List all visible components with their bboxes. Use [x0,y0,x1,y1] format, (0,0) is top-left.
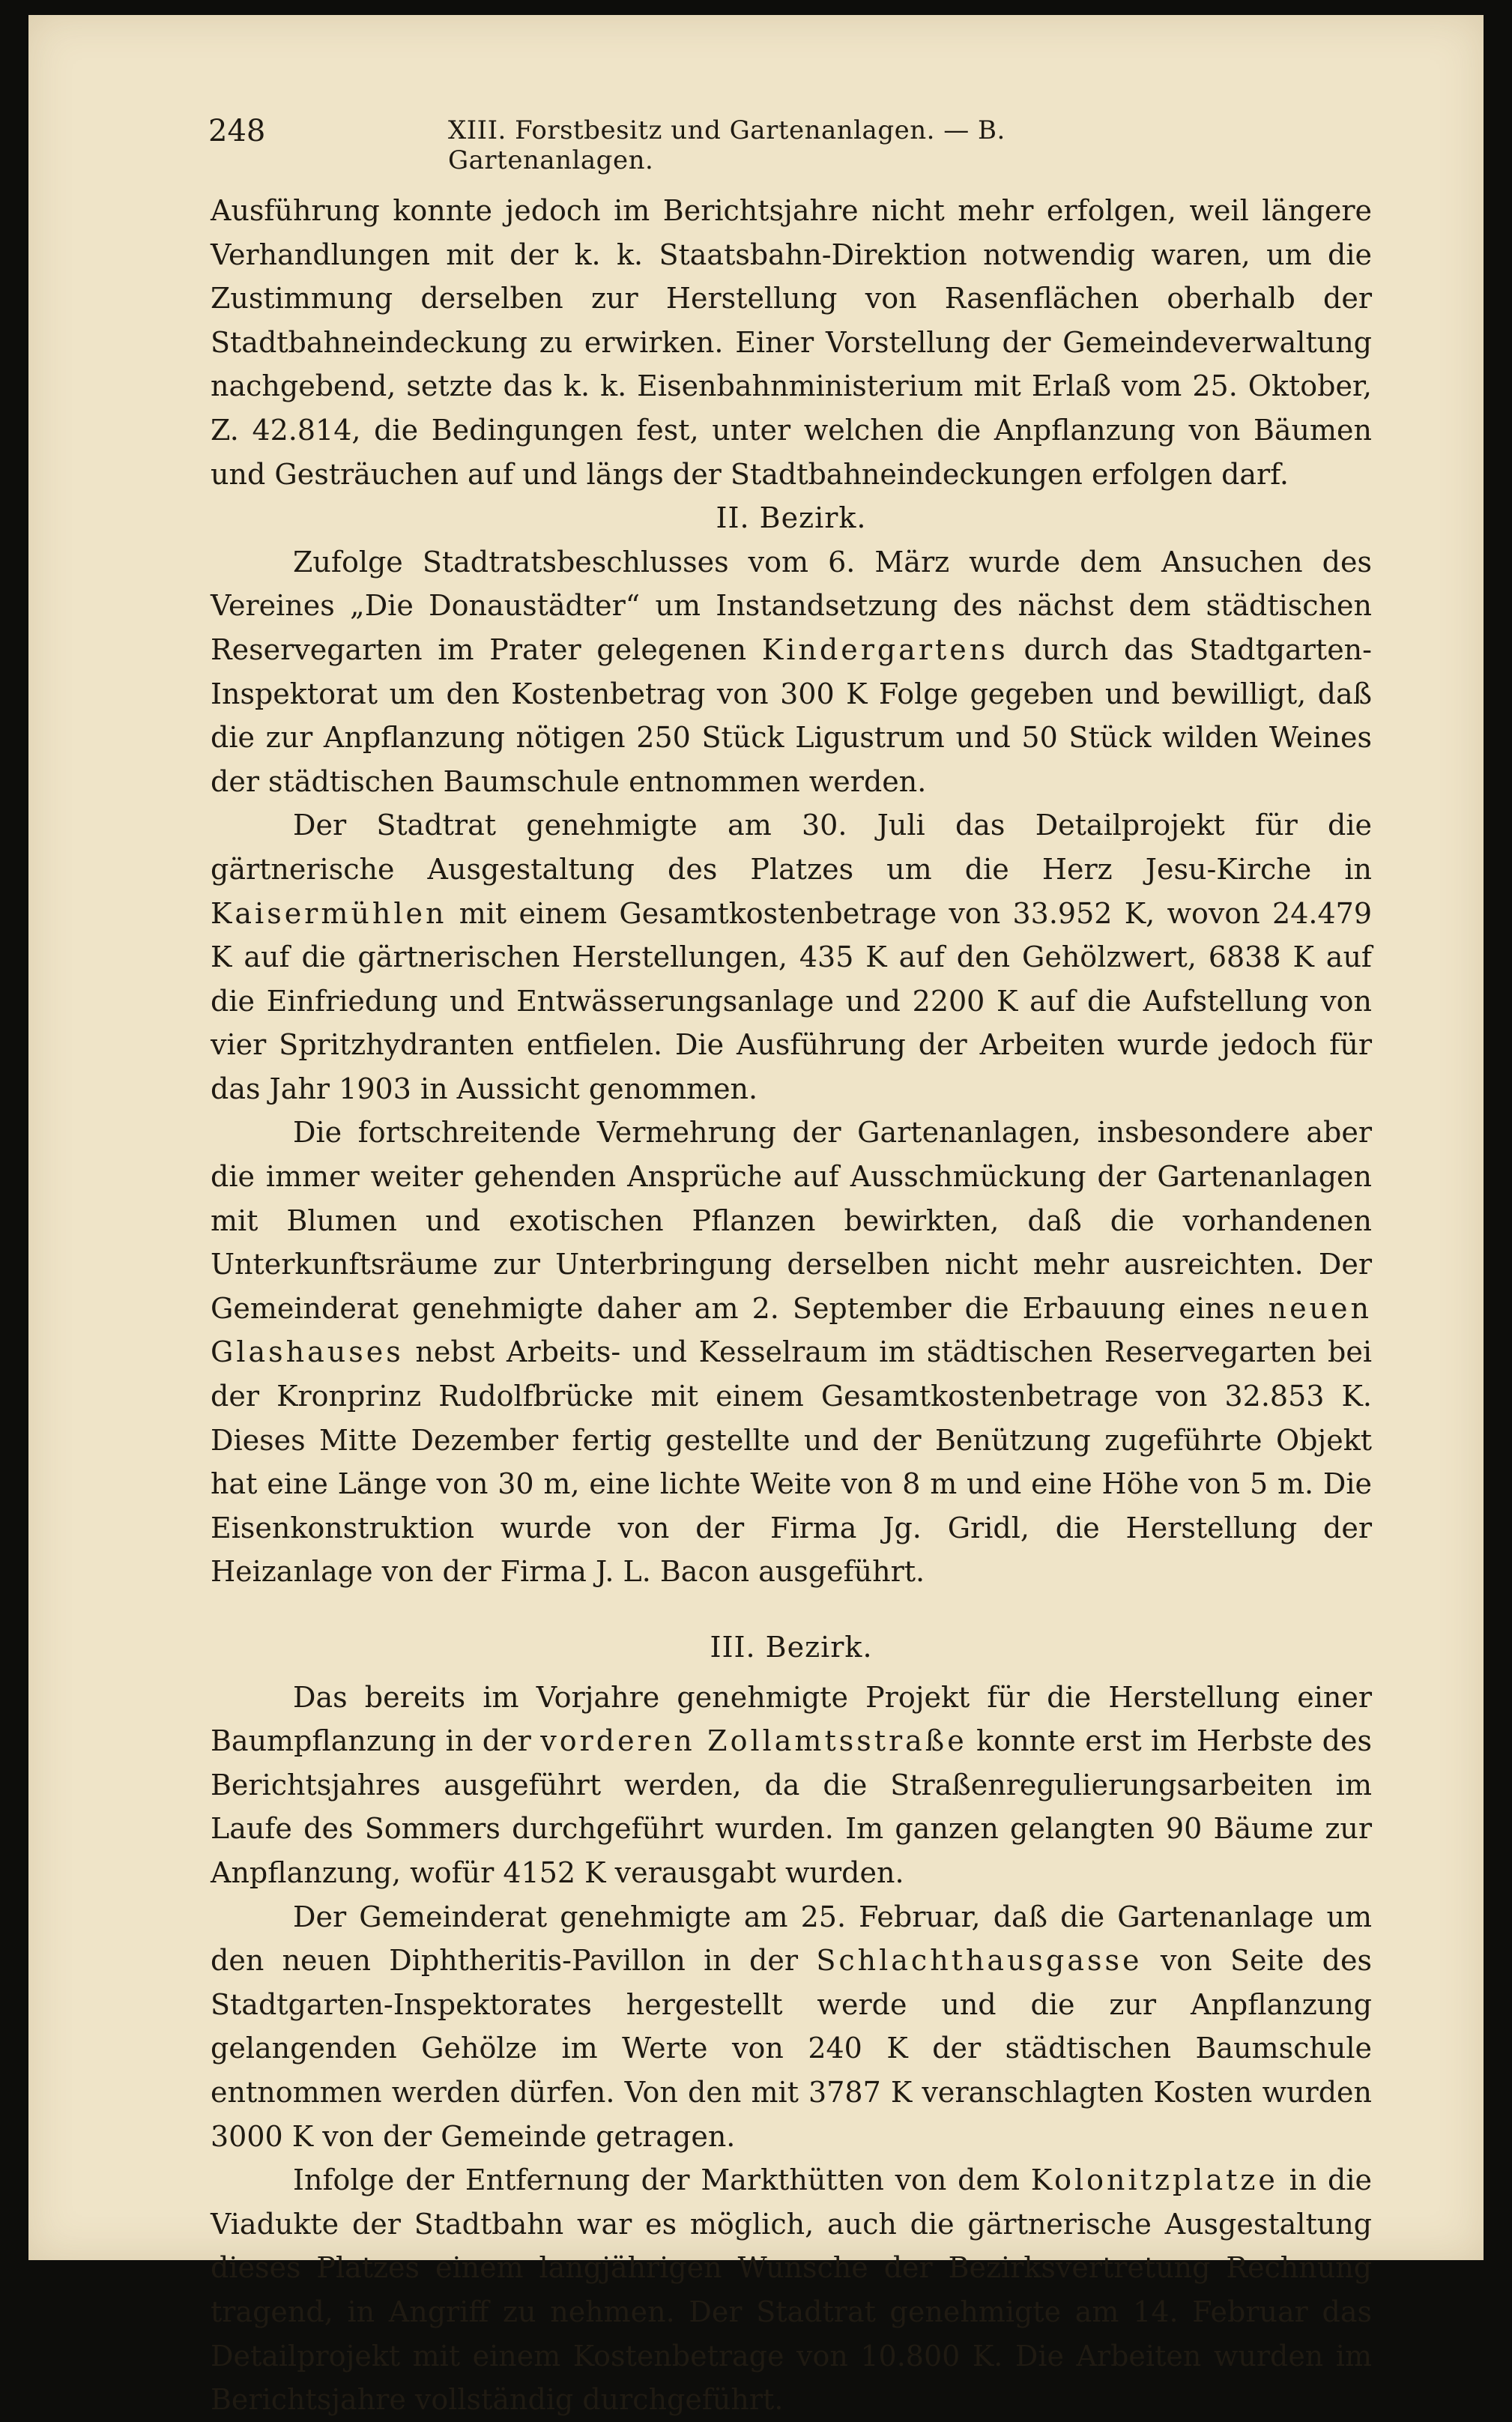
emphasis-neuen-glashauses: neuen Glashauses [211,1291,1372,1369]
document-body [211,189,1372,2422]
running-header [208,105,1197,175]
paragraph-kaisermuehlen: Der Stadtrat genehmigte am 30. Juli das Detailprojekt für die gärtnerische Ausgestaltung des Platzes um die Herz Jesu-Kirche in Kaisermühlen mit einem Gesamtkostenbetrage von 33.952 K, wovon 24.479 K auf die gärtnerischen Herstellungen, 435 K auf den Gehölzwert, 6838 K auf die Einfriedung und Entwässerungsanlage und 2200 K auf die Aufstellung von vier Spritzhydranten entfielen. Die Ausführung der Arbeiten wurde jedoch für das Jahr 1903 in Aussicht genommen. [211,809,1372,1105]
document-page [28,15,1484,2417]
paragraph-glashaus: Die fortschreitende Vermehrung der Gartenanlagen, insbesondere aber die immer weiter gehenden Ansprüche auf Ausschmückung der Gartenanlagen mit Blumen und exotischen Pflanzen bewirkten, daß die vorhandenen Unterkunftsräume zur Unterbringung derselben nicht mehr ausreichten. Der Gemeinderat genehmigte daher am 2. September die Erbauung eines neuen Glashauses nebst Arbeits- und Kesselraum im städtischen Reservegarten bei der Kronprinz Rudolfbrücke mit einem Gesamtkostenbetrage von 32.853 K. Dieses Mitte Dezember fertig gestellte und der Benützung zugeführte Objekt hat eine Länge von 30 m, eine lichte Weite von 8 m und eine Höhe von 5 m. Die Eisenkonstruktion wurde von der Firma Jg. Gridl, die Herstellung der Heizanlage von der Firma J. L. Bacon ausgeführt. [211,1116,1372,1589]
paragraph-kolonitzplatz: Infolge der Entfernung der Markthütten von dem Kolonitzplatze in die Viadukte der Stadtbahn war es möglich, auch die gärtnerische Ausgestaltung dieses Platzes einem langjährigen Wunsche der Bezirksvertretung Rechnung tragend, in Angriff zu nehmen. Der Stadtrat genehmigte am 14. Februar das Detailprojekt mit einem Kostenbetrage von 10.800 K. Die Arbeiten wurden im Berichtsjahre vollständig durchgeführt. [211,2163,1372,2417]
emphasis-kolonitzplatze: Kolonitzplatze [1030,2163,1278,2197]
paragraph-zollamtsstrasse: Das bereits im Vorjahre genehmigte Projekt für die Herstellung einer Baumpflanzung in der vorderen Zollamtsstraße konnte erst im Herbste des Berichtsjahres ausgeführt werden, da die Straßenregulierungsarbeiten im Laufe des Sommers durchgeführt wurden. Im ganzen gelangten 90 Bäume zur Anpflanzung, wofür 4152 K verausgabt wurden. [211,1680,1373,1889]
section-heading-bezirk-2: II. Bezirk. [716,501,867,535]
paragraph-continuation: Ausführung konnte jedoch im Berichtsjahre nicht mehr erfolgen, weil längere Verhandlungen mit der k. k. Staatsbahn-Direktion notwendig waren, um die Zustimmung derselben zur Herstellung von Rasenflächen oberhalb der Stadtbahneindeckung zu erwirken. Einer Vorstellung der Gemeindeverwaltung nachgebend, setzte das k. k. Eisenbahnministerium mit Erlaß vom 25. Oktober, Z. 42.814, die Bedingungen fest, unter welchen die Anpflanzung von Bäumen und Gesträuchen auf und längs der Stadtbahneindeckungen erfolgen darf. [211,194,1372,491]
running-title: XIII. Forstbesitz und Gartenanlagen. — B. Gartenanlagen. [448,115,1006,175]
paragraph-schlachthausgasse: Der Gemeinderat genehmigte am 25. Februar, daß die Gartenanlage um den neuen Diphtheritis-Pavillon in der Schlachthausgasse von Seite des Stadtgarten-Inspektorates hergestellt werde und die zur Anpflanzung gelangenden Gehölze im Werte von 240 K der städtischen Baumschule entnommen werden dürfen. Von den mit 3787 K veranschlagten Kosten wurden 3000 K von der Gemeinde getragen. [211,1900,1372,2153]
page-number: 248 [208,114,266,148]
emphasis-kindergartens: Kindergartens [761,632,1008,666]
paragraph-kindergarten: Zufolge Stadtratsbeschlusses vom 6. März wurde dem Ansuchen des Vereines „Die Donaustädter“ um Instandsetzung des nächst dem städtischen Reservegarten im Prater gelegenen Kindergartens durch das Stadtgarten-Inspektorat um den Kostenbetrag von 300 K Folge gegeben und bewilligt, daß die zur Anpflanzung nötigen 250 Stück Ligustrum und 50 Stück wilden Weines der städtischen Baumschule entnommen werden. [211,545,1373,798]
emphasis-schlachthausgasse: Schlachthausgasse [816,1944,1143,1978]
emphasis-zollamtsstrasse: vorderen Zollamtsstraße [540,1724,967,1758]
section-heading-bezirk-3: III. Bezirk. [710,1631,873,1664]
emphasis-kaisermuehlen: Kaisermühlen [211,896,447,930]
